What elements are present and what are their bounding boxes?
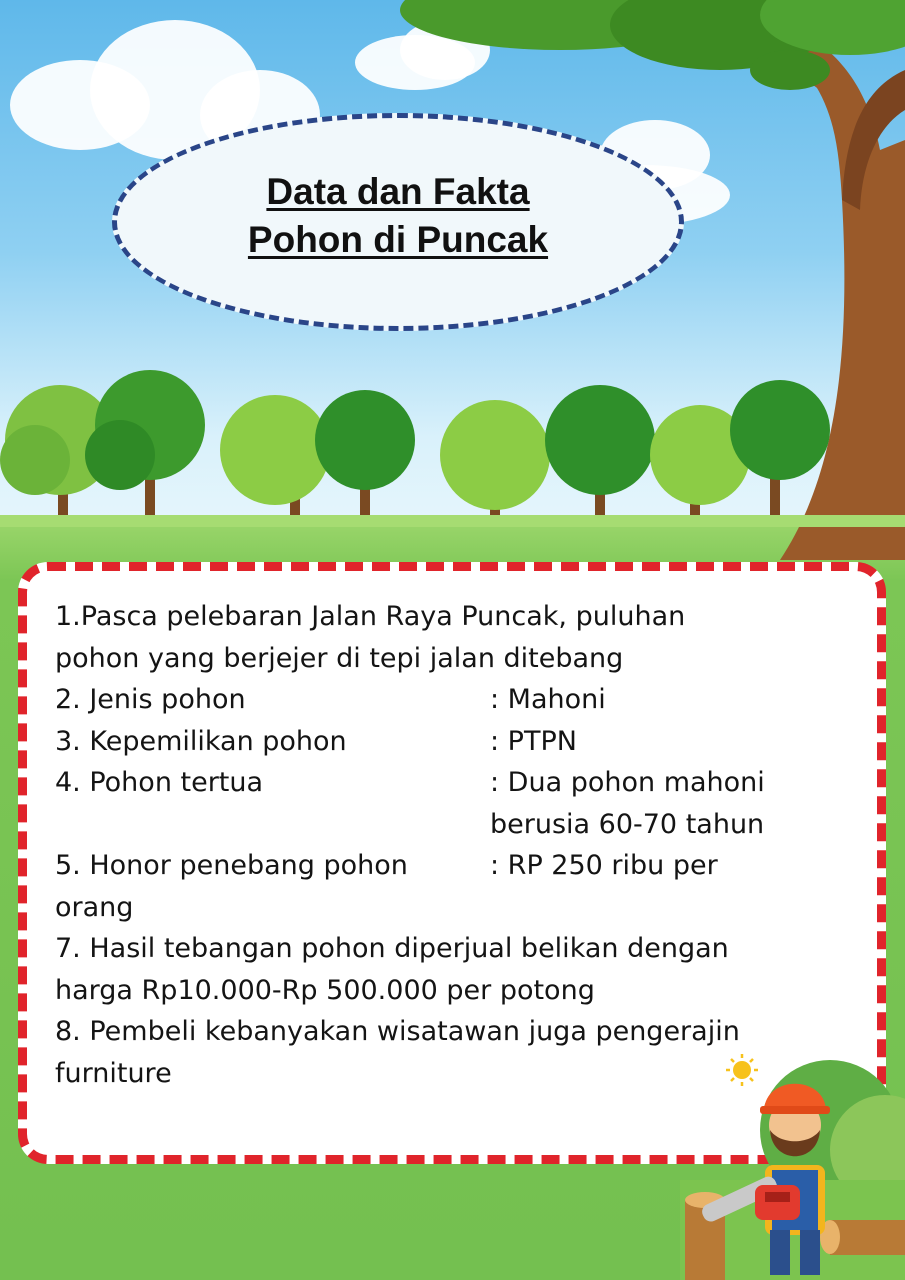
fact-2-value: : Mahoni (490, 684, 606, 715)
fact-4-value-line-2: berusia 60-70 tahun (490, 808, 765, 840)
tree-icon (220, 395, 330, 525)
facts-list (55, 596, 855, 1094)
fact-5-value: : RP 250 ribu per (490, 850, 718, 881)
fact-8-line-1: 8. Pembeli kebanyakan wisatawan juga pengerajin (55, 1016, 740, 1047)
fact-2 (55, 679, 855, 721)
tree-icon (545, 385, 655, 525)
fact-5 (55, 845, 855, 887)
fact-4-continued (55, 804, 855, 846)
fact-2-label: 2. Jenis pohon (55, 684, 246, 715)
sun-icon (726, 1054, 758, 1086)
poster-title (112, 168, 684, 264)
fact-5-continued: orang (55, 891, 134, 923)
fact-4-label: 4. Pohon tertua (55, 767, 264, 798)
fact-1-line-2: pohon yang berjejer di tepi jalan ditebang (55, 642, 624, 674)
fact-7-line-2: harga Rp10.000-Rp 500.000 per potong (55, 974, 595, 1006)
tree-icon (315, 390, 415, 525)
fact-3-label: 3. Kepemilikan pohon (55, 725, 347, 757)
fact-5-label: 5. Honor penebang pohon (55, 850, 408, 881)
fact-3 (55, 721, 855, 763)
fact-8-line-2: furniture (55, 1057, 172, 1089)
title-line-1: Data dan Fakta (266, 171, 530, 212)
fact-4 (55, 762, 855, 804)
fact-7-line-1: 7. Hasil tebangan pohon diperjual belikan dengan (55, 933, 729, 964)
lumberjack-icon (680, 1040, 905, 1280)
fact-4-value-line-1: : Dua pohon mahoni (490, 767, 765, 798)
fact-1-line-1: 1.Pasca pelebaran Jalan Raya Puncak, puluhan (55, 601, 686, 632)
fact-3-value: : PTPN (490, 725, 577, 757)
tree-icon (85, 370, 205, 525)
title-line-2: Pohon di Puncak (247, 219, 549, 260)
tree-icon (440, 400, 550, 525)
